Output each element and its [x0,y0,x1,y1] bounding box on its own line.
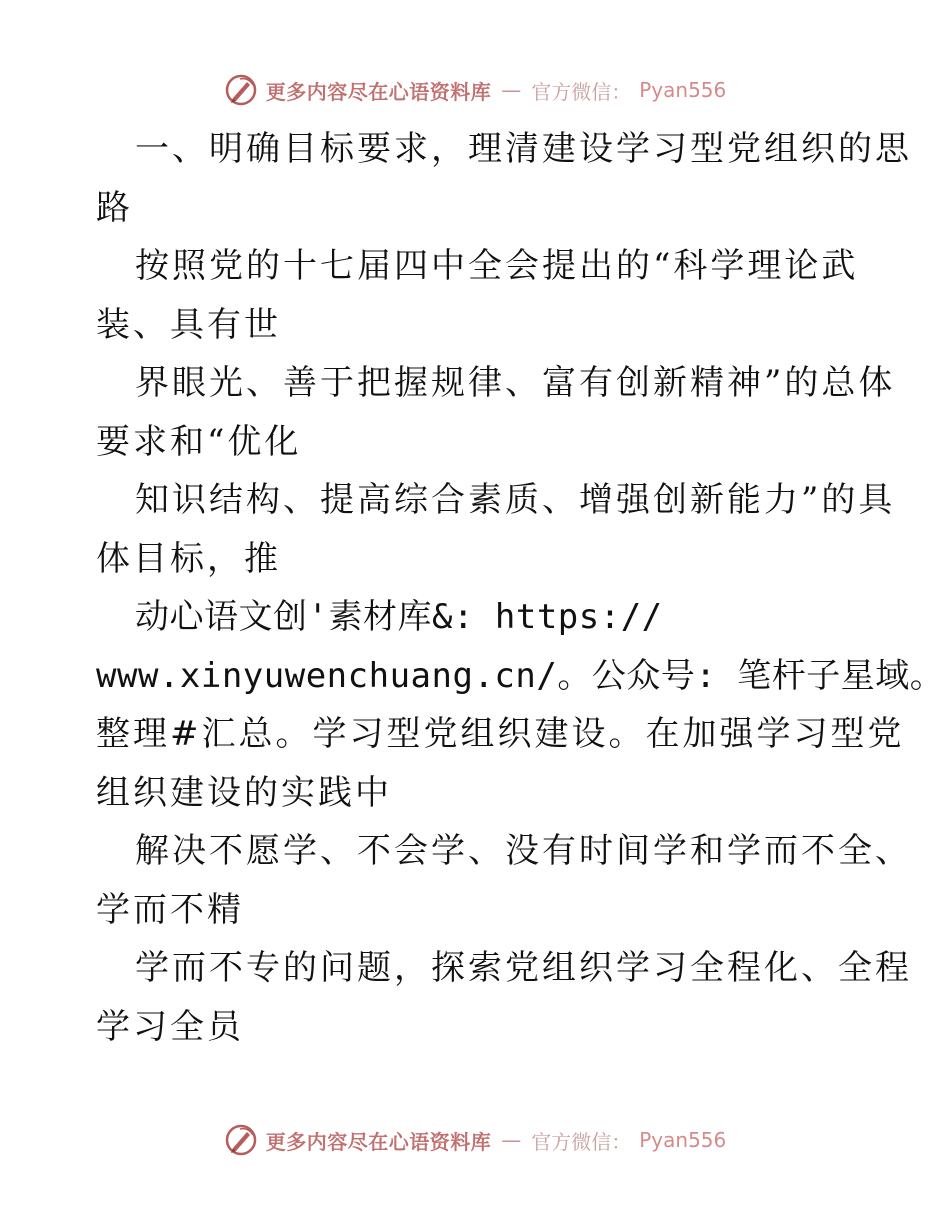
text-line: 知识结构、提高综合素质、增强创新能力”的具 [135,480,896,520]
footer-watermark [0,1120,950,1160]
text-line: 学而不专的问题，探索党组织学习全程化、全程 [135,948,912,988]
watermark-text: 更多内容尽在心语资料库 [265,79,492,104]
pen-logo-icon [224,1123,258,1157]
text-line: 体目标，推 [96,538,281,579]
watermark-label: 官方微信： [531,79,632,104]
watermark-wechat-id: Pyan556 [639,1128,727,1152]
watermark-separator: — [501,1128,522,1152]
text-line: 学而不精 [96,889,244,930]
text-line: 解决不愿学、不会学、没有时间学和学而不全、 [135,831,912,871]
text-line: 组织建设的实践中 [96,772,392,813]
text-line: 界眼光、善于把握规律、富有创新精神”的总体 [135,363,896,403]
watermark-text: 更多内容尽在心语资料库 [265,1129,492,1154]
text-line: 整理#汇总。学习型党组织建设。在加强学习型党 [96,714,905,754]
text-line: 一、明确目标要求，理清建设学习型党组织的思 [135,129,912,169]
text-line: 按照党的十七届四中全会提出的“科学理论武 [135,246,859,286]
watermark-separator: — [501,78,522,102]
text-line-url: 动心语文创'素材库&: https:// [135,597,663,637]
text-line: 学习全员 [96,1006,244,1047]
text-line-url: www.xinyuwenchuang.cn/。公众号: 笔杆子星域。 [96,655,945,696]
header-watermark [0,70,950,110]
text-line: 要求和“优化 [96,421,302,462]
document-body [96,120,945,1056]
watermark-label: 官方微信： [531,1129,632,1154]
watermark-wechat-id: Pyan556 [639,78,727,102]
text-line: 装、具有世 [96,304,281,345]
text-line: 路 [96,187,133,228]
pen-logo-icon [224,73,258,107]
